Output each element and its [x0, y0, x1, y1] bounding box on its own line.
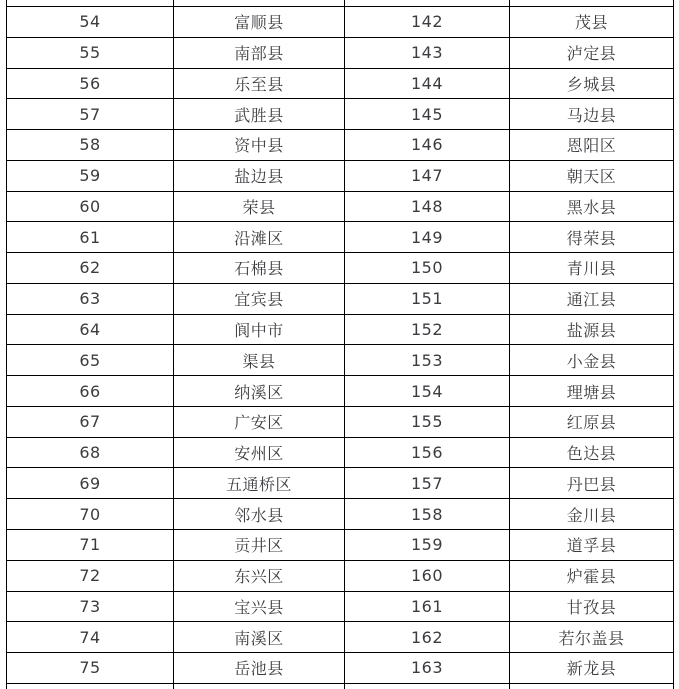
county-cell: 邻水县 — [174, 499, 345, 530]
table-row — [7, 99, 674, 130]
table-row — [7, 406, 674, 437]
county-cell: 岳池县 — [174, 653, 345, 684]
county-cell: 安州区 — [174, 437, 345, 468]
rank-cell: 56 — [7, 68, 174, 99]
county-cell: 盐边县 — [174, 160, 345, 191]
table-row — [7, 345, 674, 376]
rank-cell: 150 — [345, 253, 510, 284]
table-row — [7, 499, 674, 530]
rank-cell: 62 — [7, 253, 174, 284]
rank-cell: 154 — [345, 376, 510, 407]
rank-cell: 60 — [7, 191, 174, 222]
table-row — [7, 6, 674, 37]
rank-cell: 72 — [7, 560, 174, 591]
county-cell: 茂县 — [510, 6, 674, 37]
table-row — [7, 468, 674, 499]
county-cell: 马边县 — [510, 99, 674, 130]
rank-cell: 148 — [345, 191, 510, 222]
rank-cell: 55 — [7, 37, 174, 68]
rank-cell: 151 — [345, 283, 510, 314]
county-cell: 新龙县 — [510, 653, 674, 684]
table-row — [7, 283, 674, 314]
county-cell: 乡城县 — [510, 68, 674, 99]
county-cell: 南溪区 — [174, 622, 345, 653]
table-row — [7, 191, 674, 222]
rank-cell: 71 — [7, 529, 174, 560]
county-cell: 通江县 — [510, 283, 674, 314]
rank-cell: 156 — [345, 437, 510, 468]
table-row — [7, 560, 674, 591]
county-cell: 道孚县 — [510, 529, 674, 560]
county-cell: 青川县 — [510, 253, 674, 284]
rank-cell: 57 — [7, 99, 174, 130]
table-row — [7, 529, 674, 560]
table-row — [7, 68, 674, 99]
rank-cell: 146 — [345, 130, 510, 161]
county-cell: 朝天区 — [510, 160, 674, 191]
county-cell: 贡井区 — [174, 529, 345, 560]
county-cell: 小金县 — [510, 345, 674, 376]
rank-cell: 74 — [7, 622, 174, 653]
rank-cell: 64 — [7, 314, 174, 345]
county-cell: 东兴区 — [174, 560, 345, 591]
county-cell: 沿滩区 — [174, 222, 345, 253]
county-cell: 黑水县 — [510, 191, 674, 222]
rank-cell: 59 — [7, 160, 174, 191]
county-cell — [174, 683, 345, 689]
rank-cell: 75 — [7, 653, 174, 684]
rank-cell: 54 — [7, 6, 174, 37]
county-cell: 渠县 — [174, 345, 345, 376]
county-cell: 五通桥区 — [174, 468, 345, 499]
rank-cell — [345, 683, 510, 689]
table-row — [7, 591, 674, 622]
rank-cell: 67 — [7, 406, 174, 437]
rank-cell: 58 — [7, 130, 174, 161]
rank-cell: 61 — [7, 222, 174, 253]
partial-row-bottom — [7, 683, 674, 689]
rank-cell: 158 — [345, 499, 510, 530]
rank-cell: 143 — [345, 37, 510, 68]
rank-cell — [7, 683, 174, 689]
rank-cell: 66 — [7, 376, 174, 407]
county-cell: 得荣县 — [510, 222, 674, 253]
table-row — [7, 376, 674, 407]
county-cell: 炉霍县 — [510, 560, 674, 591]
rank-cell: 155 — [345, 406, 510, 437]
rank-cell: 159 — [345, 529, 510, 560]
county-ranking-table-body — [7, 0, 674, 689]
rank-cell: 69 — [7, 468, 174, 499]
county-cell: 盐源县 — [510, 314, 674, 345]
rank-cell: 153 — [345, 345, 510, 376]
county-cell: 若尔盖县 — [510, 622, 674, 653]
county-cell: 色达县 — [510, 437, 674, 468]
rank-cell: 163 — [345, 653, 510, 684]
rank-cell: 152 — [345, 314, 510, 345]
county-cell: 金川县 — [510, 499, 674, 530]
county-cell: 石棉县 — [174, 253, 345, 284]
rank-cell: 145 — [345, 99, 510, 130]
county-cell: 甘孜县 — [510, 591, 674, 622]
rank-cell: 142 — [345, 6, 510, 37]
table-row — [7, 314, 674, 345]
rank-cell: 63 — [7, 283, 174, 314]
county-cell: 阆中市 — [174, 314, 345, 345]
county-cell — [510, 683, 674, 689]
county-cell: 乐至县 — [174, 68, 345, 99]
county-cell: 理塘县 — [510, 376, 674, 407]
rank-cell: 161 — [345, 591, 510, 622]
table-row — [7, 160, 674, 191]
county-cell: 泸定县 — [510, 37, 674, 68]
table-row — [7, 130, 674, 161]
rank-cell: 144 — [345, 68, 510, 99]
county-cell: 纳溪区 — [174, 376, 345, 407]
table-row — [7, 653, 674, 684]
county-cell: 资中县 — [174, 130, 345, 161]
table-row — [7, 222, 674, 253]
county-cell: 宝兴县 — [174, 591, 345, 622]
rank-cell: 147 — [345, 160, 510, 191]
rank-cell: 160 — [345, 560, 510, 591]
rank-cell: 65 — [7, 345, 174, 376]
county-cell: 武胜县 — [174, 99, 345, 130]
table-row — [7, 437, 674, 468]
rank-cell: 157 — [345, 468, 510, 499]
rank-cell: 68 — [7, 437, 174, 468]
county-cell: 荣县 — [174, 191, 345, 222]
table-row — [7, 253, 674, 284]
rank-cell: 70 — [7, 499, 174, 530]
county-cell: 红原县 — [510, 406, 674, 437]
county-cell: 南部县 — [174, 37, 345, 68]
table-row — [7, 622, 674, 653]
county-cell: 广安区 — [174, 406, 345, 437]
county-ranking-table — [6, 0, 674, 689]
county-cell: 恩阳区 — [510, 130, 674, 161]
county-cell: 宜宾县 — [174, 283, 345, 314]
rank-cell: 149 — [345, 222, 510, 253]
county-cell: 丹巴县 — [510, 468, 674, 499]
table-row — [7, 37, 674, 68]
rank-cell: 73 — [7, 591, 174, 622]
county-cell: 富顺县 — [174, 6, 345, 37]
rank-cell: 162 — [345, 622, 510, 653]
